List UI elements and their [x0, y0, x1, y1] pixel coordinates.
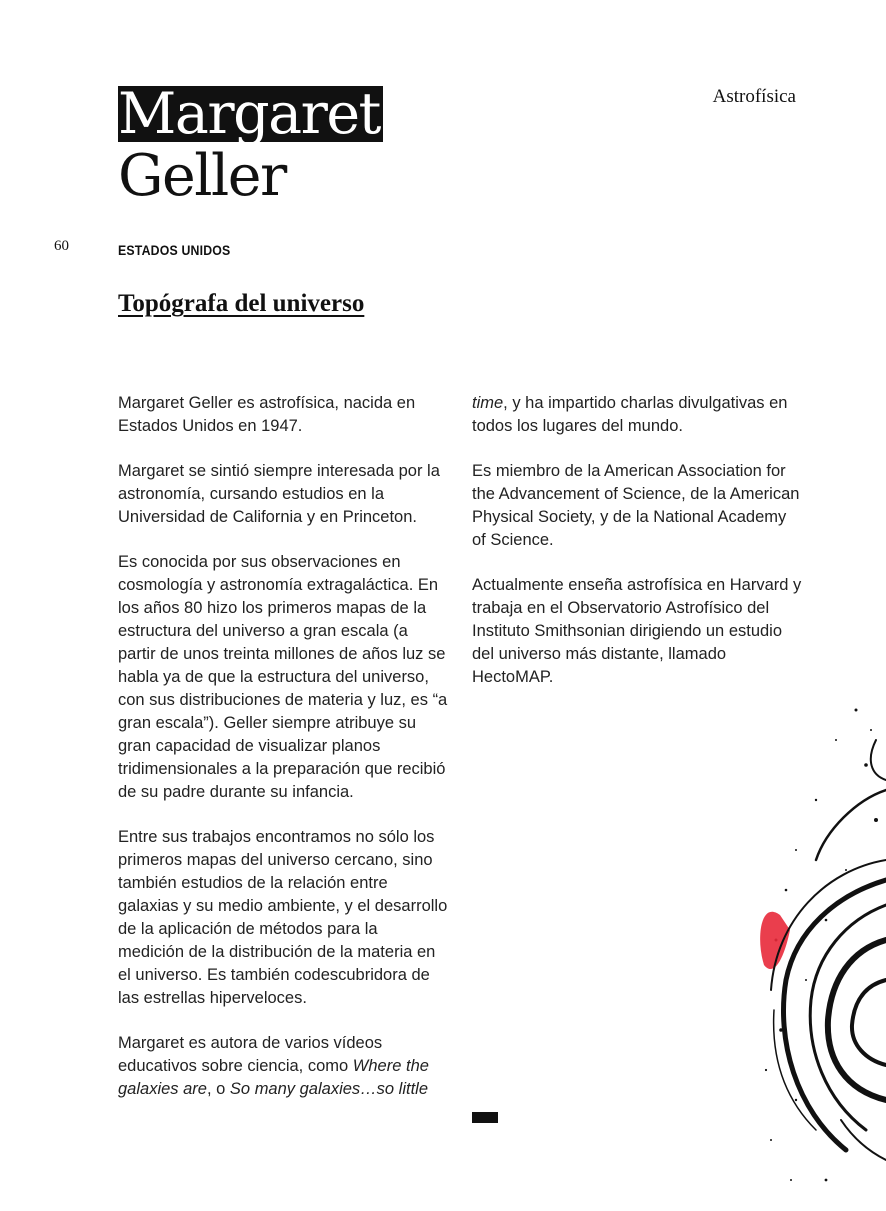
end-of-article-mark: [472, 1112, 498, 1123]
paragraph-3: Es conocida por sus observaciones en cosmología y astronomía extragaláctica. En los años 80 hizo los primeros mapas de la estructura del universo a gran escala (a partir de unos treinta millones de años luz se habla ya de que la estructura del universo, con sus distribuciones de materia y luz, es “a gran escala”). Geller siempre atribuye su gran capacidad de visualizar planos tridimensionales a la preparación que recibió de su padre durante su infancia.: [118, 553, 448, 801]
text-column-left: [118, 392, 448, 1123]
video-title-1: Where the galaxies are: [118, 1057, 429, 1098]
article-subtitle: Topógrafa del universo: [118, 290, 365, 317]
p5-text-mid: , o: [206, 1080, 230, 1098]
paragraph-5-continued: [472, 392, 802, 438]
text-column-right: [472, 392, 802, 711]
paragraph-5: [118, 1032, 448, 1101]
p5-text-end: , y ha impartido charlas divulgativas en todos los lugares del mundo.: [472, 394, 788, 435]
video-title-2: So many galaxies…so little: [229, 1080, 429, 1098]
section-label: Astrofísica: [712, 86, 796, 107]
paragraph-2: Margaret se sintió siempre interesada por la astronomía, cursando estudios en la Universidad de California y en Princeton.: [118, 462, 440, 526]
video-title-2-end: time: [472, 394, 504, 412]
paragraph-7: Actualmente enseña astrofísica en Harvard y trabaja en el Observatorio Astrofísico del Instituto Smithsonian dirigiendo un estudio del universo más distante, llamado HectoMAP.: [472, 576, 802, 686]
page-title: [118, 81, 383, 209]
page-number: 60: [54, 238, 69, 254]
title-first-name: Margaret: [118, 86, 383, 142]
title-last-name: Geller: [118, 143, 286, 209]
paragraph-4: Entre sus trabajos encontramos no sólo los primeros mapas del universo cercano, sino también estudios de la relación entre galaxias y su medio ambiente, y el desarrollo de la aplicación de métodos para la medición de la distribución de la materia en el universo. Es también codescubridora de las estrellas hiperveloces.: [118, 828, 448, 1007]
paragraph-1: Margaret Geller es astrofísica, nacida en Estados Unidos en 1947.: [118, 394, 416, 435]
paragraph-6: Es miembro de la American Association for the Advancement of Science, de la American Physical Society, y de la National Academy of Science.: [472, 462, 800, 549]
galaxy-brush-illustration: [756, 680, 886, 1211]
country-label: ESTADOS UNIDOS: [118, 242, 231, 258]
p5-text-start: Margaret es autora de varios vídeos educativos sobre ciencia, como: [118, 1034, 383, 1075]
